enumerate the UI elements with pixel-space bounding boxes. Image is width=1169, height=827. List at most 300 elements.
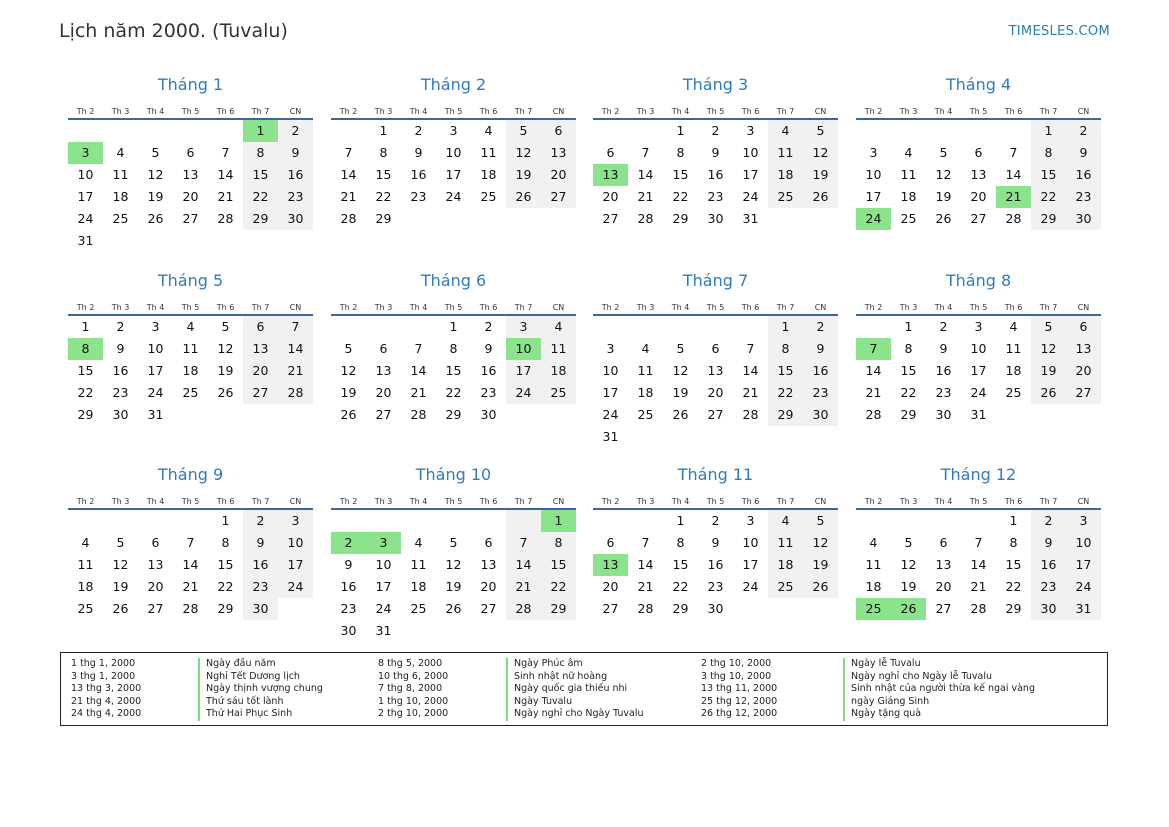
day-cell[interactable]: 26: [217, 385, 234, 400]
day-cell[interactable]: 11: [768, 142, 803, 164]
day-cell[interactable]: 21: [970, 579, 987, 594]
day-cell[interactable]: 2: [711, 513, 720, 528]
day-cell[interactable]: 16: [243, 554, 278, 576]
day-cell[interactable]: 22: [243, 186, 278, 208]
day-cell[interactable]: 15: [768, 360, 803, 382]
day-cell[interactable]: 26: [803, 576, 838, 598]
day-cell[interactable]: 27: [602, 211, 619, 226]
day-cell[interactable]: 29: [900, 407, 917, 422]
day-cell[interactable]: 2: [414, 123, 423, 138]
day-cell[interactable]: 12: [217, 341, 234, 356]
day-cell[interactable]: 3: [1066, 510, 1101, 532]
day-cell[interactable]: 6: [379, 341, 388, 356]
day-cell[interactable]: 9: [344, 557, 353, 572]
day-cell[interactable]: 22: [217, 579, 234, 594]
day-cell[interactable]: 14: [970, 557, 987, 572]
day-cell[interactable]: 7: [186, 535, 195, 550]
day-cell[interactable]: 24: [375, 601, 392, 616]
day-cell[interactable]: 15: [541, 554, 576, 576]
day-cell[interactable]: 6: [606, 535, 615, 550]
day-cell[interactable]: 16: [707, 167, 724, 182]
day-cell[interactable]: 12: [147, 167, 164, 182]
day-cell[interactable]: 5: [904, 535, 913, 550]
day-cell[interactable]: 15: [375, 167, 392, 182]
day-cell[interactable]: 23: [935, 385, 952, 400]
day-cell[interactable]: 25: [1005, 385, 1022, 400]
day-cell[interactable]: 4: [1009, 319, 1018, 334]
day-cell[interactable]: 4: [641, 341, 650, 356]
day-cell[interactable]: 13: [541, 142, 576, 164]
day-cell[interactable]: 23: [803, 382, 838, 404]
day-cell[interactable]: 27: [182, 211, 199, 226]
day-cell[interactable]: 30: [1066, 208, 1101, 230]
day-cell[interactable]: 15: [672, 167, 689, 182]
day-cell[interactable]: 18: [112, 189, 129, 204]
day-cell[interactable]: 14: [217, 167, 234, 182]
day-cell[interactable]: 1: [1009, 513, 1018, 528]
day-cell[interactable]: 23: [243, 576, 278, 598]
day-cell[interactable]: 14: [278, 338, 313, 360]
day-cell[interactable]: 17: [865, 189, 882, 204]
day-cell[interactable]: 30: [480, 407, 497, 422]
day-cell[interactable]: 3: [974, 319, 983, 334]
day-cell[interactable]: 28: [278, 382, 313, 404]
day-cell[interactable]: 2: [1066, 120, 1101, 142]
day-cell[interactable]: 8: [676, 535, 685, 550]
day-cell[interactable]: 17: [742, 557, 759, 572]
day-cell[interactable]: 11: [112, 167, 129, 182]
day-cell[interactable]: 12: [1031, 338, 1066, 360]
day-cell[interactable]: 10: [602, 363, 619, 378]
day-cell[interactable]: 26: [506, 186, 541, 208]
day-cell[interactable]: 24: [278, 576, 313, 598]
day-cell[interactable]: 4: [186, 319, 195, 334]
day-cell[interactable]: 29: [375, 211, 392, 226]
day-cell[interactable]: 2: [116, 319, 125, 334]
day-cell[interactable]: 9: [939, 341, 948, 356]
day-cell[interactable]: 10: [506, 338, 541, 360]
day-cell[interactable]: 26: [672, 407, 689, 422]
day-cell[interactable]: 2: [331, 532, 366, 554]
day-cell[interactable]: 9: [243, 532, 278, 554]
day-cell[interactable]: 8: [243, 142, 278, 164]
day-cell[interactable]: 16: [1031, 554, 1066, 576]
day-cell[interactable]: 28: [742, 407, 759, 422]
day-cell[interactable]: 13: [970, 167, 987, 182]
day-cell[interactable]: 17: [278, 554, 313, 576]
day-cell[interactable]: 8: [379, 145, 388, 160]
day-cell[interactable]: 1: [676, 123, 685, 138]
day-cell[interactable]: 5: [803, 510, 838, 532]
day-cell[interactable]: 10: [970, 341, 987, 356]
day-cell[interactable]: 8: [68, 338, 103, 360]
day-cell[interactable]: 20: [602, 579, 619, 594]
day-cell[interactable]: 19: [900, 579, 917, 594]
day-cell[interactable]: 24: [742, 579, 759, 594]
day-cell[interactable]: 20: [541, 164, 576, 186]
day-cell[interactable]: 9: [803, 338, 838, 360]
day-cell[interactable]: 4: [484, 123, 493, 138]
day-cell[interactable]: 10: [1066, 532, 1101, 554]
day-cell[interactable]: 24: [147, 385, 164, 400]
day-cell[interactable]: 11: [1005, 341, 1022, 356]
day-cell[interactable]: 16: [112, 363, 129, 378]
day-cell[interactable]: 19: [803, 554, 838, 576]
day-cell[interactable]: 30: [243, 598, 278, 620]
day-cell[interactable]: 5: [116, 535, 125, 550]
day-cell[interactable]: 19: [803, 164, 838, 186]
day-cell[interactable]: 3: [366, 532, 401, 554]
day-cell[interactable]: 14: [1005, 167, 1022, 182]
day-cell[interactable]: 19: [340, 385, 357, 400]
day-cell[interactable]: 20: [935, 579, 952, 594]
day-cell[interactable]: 16: [935, 363, 952, 378]
day-cell[interactable]: 4: [904, 145, 913, 160]
day-cell[interactable]: 25: [856, 598, 891, 620]
day-cell[interactable]: 31: [602, 429, 619, 444]
day-cell[interactable]: 10: [278, 532, 313, 554]
day-cell[interactable]: 16: [803, 360, 838, 382]
day-cell[interactable]: 21: [865, 385, 882, 400]
day-cell[interactable]: 26: [891, 598, 926, 620]
day-cell[interactable]: 20: [243, 360, 278, 382]
day-cell[interactable]: 3: [506, 316, 541, 338]
day-cell[interactable]: 18: [410, 579, 427, 594]
day-cell[interactable]: 24: [742, 189, 759, 204]
day-cell[interactable]: 27: [375, 407, 392, 422]
day-cell[interactable]: 26: [803, 186, 838, 208]
day-cell[interactable]: 12: [803, 142, 838, 164]
day-cell[interactable]: 21: [278, 360, 313, 382]
day-cell[interactable]: 19: [672, 385, 689, 400]
day-cell[interactable]: 12: [672, 363, 689, 378]
day-cell[interactable]: 22: [541, 576, 576, 598]
day-cell[interactable]: 18: [900, 189, 917, 204]
day-cell[interactable]: 31: [742, 211, 759, 226]
day-cell[interactable]: 17: [77, 189, 94, 204]
day-cell[interactable]: 3: [278, 510, 313, 532]
day-cell[interactable]: 16: [707, 557, 724, 572]
day-cell[interactable]: 9: [711, 145, 720, 160]
day-cell[interactable]: 19: [147, 189, 164, 204]
day-cell[interactable]: 1: [449, 319, 458, 334]
day-cell[interactable]: 12: [900, 557, 917, 572]
day-cell[interactable]: 29: [243, 208, 278, 230]
day-cell[interactable]: 30: [340, 623, 357, 638]
day-cell[interactable]: 23: [1066, 186, 1101, 208]
day-cell[interactable]: 8: [904, 341, 913, 356]
day-cell[interactable]: 18: [768, 554, 803, 576]
day-cell[interactable]: 4: [116, 145, 125, 160]
day-cell[interactable]: 12: [340, 363, 357, 378]
day-cell[interactable]: 7: [278, 316, 313, 338]
day-cell[interactable]: 23: [707, 579, 724, 594]
day-cell[interactable]: 24: [856, 208, 891, 230]
day-cell[interactable]: 27: [243, 382, 278, 404]
day-cell[interactable]: 18: [480, 167, 497, 182]
day-cell[interactable]: 14: [742, 363, 759, 378]
day-cell[interactable]: 11: [182, 341, 199, 356]
day-cell[interactable]: 7: [641, 535, 650, 550]
day-cell[interactable]: 15: [900, 363, 917, 378]
day-cell[interactable]: 29: [768, 404, 803, 426]
day-cell[interactable]: 31: [147, 407, 164, 422]
day-cell[interactable]: 6: [243, 316, 278, 338]
day-cell[interactable]: 7: [221, 145, 230, 160]
day-cell[interactable]: 16: [1066, 164, 1101, 186]
day-cell[interactable]: 20: [970, 189, 987, 204]
day-cell[interactable]: 11: [480, 145, 497, 160]
day-cell[interactable]: 10: [742, 145, 759, 160]
day-cell[interactable]: 12: [803, 532, 838, 554]
day-cell[interactable]: 24: [445, 189, 462, 204]
day-cell[interactable]: 17: [147, 363, 164, 378]
day-cell[interactable]: 25: [768, 576, 803, 598]
day-cell[interactable]: 17: [742, 167, 759, 182]
day-cell[interactable]: 13: [182, 167, 199, 182]
day-cell[interactable]: 5: [221, 319, 230, 334]
day-cell[interactable]: 14: [637, 167, 654, 182]
day-cell[interactable]: 25: [637, 407, 654, 422]
day-cell[interactable]: 1: [768, 316, 803, 338]
day-cell[interactable]: 26: [445, 601, 462, 616]
day-cell[interactable]: 11: [865, 557, 882, 572]
day-cell[interactable]: 28: [410, 407, 427, 422]
day-cell[interactable]: 1: [379, 123, 388, 138]
day-cell[interactable]: 27: [541, 186, 576, 208]
site-brand-link[interactable]: TIMESLES.COM: [1008, 24, 1110, 39]
day-cell[interactable]: 13: [935, 557, 952, 572]
day-cell[interactable]: 11: [900, 167, 917, 182]
day-cell[interactable]: 5: [344, 341, 353, 356]
day-cell[interactable]: 20: [147, 579, 164, 594]
day-cell[interactable]: 30: [935, 407, 952, 422]
day-cell[interactable]: 28: [217, 211, 234, 226]
day-cell[interactable]: 12: [506, 142, 541, 164]
day-cell[interactable]: 2: [243, 510, 278, 532]
day-cell[interactable]: 9: [484, 341, 493, 356]
day-cell[interactable]: 21: [217, 189, 234, 204]
day-cell[interactable]: 13: [593, 554, 628, 576]
day-cell[interactable]: 29: [672, 601, 689, 616]
day-cell[interactable]: 21: [410, 385, 427, 400]
day-cell[interactable]: 2: [1031, 510, 1066, 532]
day-cell[interactable]: 7: [856, 338, 891, 360]
day-cell[interactable]: 4: [541, 316, 576, 338]
day-cell[interactable]: 3: [746, 513, 755, 528]
day-cell[interactable]: 26: [112, 601, 129, 616]
day-cell[interactable]: 12: [445, 557, 462, 572]
day-cell[interactable]: 16: [340, 579, 357, 594]
day-cell[interactable]: 5: [676, 341, 685, 356]
day-cell[interactable]: 15: [445, 363, 462, 378]
day-cell[interactable]: 10: [77, 167, 94, 182]
day-cell[interactable]: 25: [410, 601, 427, 616]
day-cell[interactable]: 9: [278, 142, 313, 164]
day-cell[interactable]: 27: [147, 601, 164, 616]
day-cell[interactable]: 10: [147, 341, 164, 356]
day-cell[interactable]: 2: [484, 319, 493, 334]
day-cell[interactable]: 1: [541, 510, 576, 532]
day-cell[interactable]: 24: [506, 382, 541, 404]
day-cell[interactable]: 27: [935, 601, 952, 616]
day-cell[interactable]: 1: [243, 120, 278, 142]
day-cell[interactable]: 28: [506, 598, 541, 620]
day-cell[interactable]: 28: [865, 407, 882, 422]
day-cell[interactable]: 16: [278, 164, 313, 186]
day-cell[interactable]: 31: [77, 233, 94, 248]
day-cell[interactable]: 8: [768, 338, 803, 360]
day-cell[interactable]: 20: [480, 579, 497, 594]
day-cell[interactable]: 10: [445, 145, 462, 160]
day-cell[interactable]: 7: [506, 532, 541, 554]
day-cell[interactable]: 8: [1009, 535, 1018, 550]
day-cell[interactable]: 23: [707, 189, 724, 204]
day-cell[interactable]: 30: [112, 407, 129, 422]
day-cell[interactable]: 21: [637, 579, 654, 594]
day-cell[interactable]: 5: [449, 535, 458, 550]
day-cell[interactable]: 13: [707, 363, 724, 378]
day-cell[interactable]: 9: [1066, 142, 1101, 164]
day-cell[interactable]: 2: [278, 120, 313, 142]
day-cell[interactable]: 13: [375, 363, 392, 378]
day-cell[interactable]: 5: [151, 145, 160, 160]
day-cell[interactable]: 16: [410, 167, 427, 182]
day-cell[interactable]: 25: [182, 385, 199, 400]
day-cell[interactable]: 7: [746, 341, 755, 356]
day-cell[interactable]: 11: [637, 363, 654, 378]
day-cell[interactable]: 8: [221, 535, 230, 550]
day-cell[interactable]: 1: [221, 513, 230, 528]
day-cell[interactable]: 25: [900, 211, 917, 226]
day-cell[interactable]: 1: [1031, 120, 1066, 142]
day-cell[interactable]: 10: [375, 557, 392, 572]
day-cell[interactable]: 30: [803, 404, 838, 426]
day-cell[interactable]: 16: [480, 363, 497, 378]
day-cell[interactable]: 6: [484, 535, 493, 550]
day-cell[interactable]: 6: [974, 145, 983, 160]
day-cell[interactable]: 24: [1066, 576, 1101, 598]
day-cell[interactable]: 17: [602, 385, 619, 400]
day-cell[interactable]: 22: [1031, 186, 1066, 208]
day-cell[interactable]: 23: [340, 601, 357, 616]
day-cell[interactable]: 15: [1031, 164, 1066, 186]
day-cell[interactable]: 1: [904, 319, 913, 334]
day-cell[interactable]: 17: [1066, 554, 1101, 576]
day-cell[interactable]: 10: [865, 167, 882, 182]
day-cell[interactable]: 7: [974, 535, 983, 550]
day-cell[interactable]: 18: [182, 363, 199, 378]
day-cell[interactable]: 4: [768, 120, 803, 142]
day-cell[interactable]: 25: [768, 186, 803, 208]
day-cell[interactable]: 7: [344, 145, 353, 160]
day-cell[interactable]: 25: [480, 189, 497, 204]
day-cell[interactable]: 28: [637, 211, 654, 226]
day-cell[interactable]: 22: [672, 189, 689, 204]
day-cell[interactable]: 6: [711, 341, 720, 356]
day-cell[interactable]: 3: [68, 142, 103, 164]
day-cell[interactable]: 17: [506, 360, 541, 382]
day-cell[interactable]: 20: [602, 189, 619, 204]
day-cell[interactable]: 9: [116, 341, 125, 356]
day-cell[interactable]: 29: [217, 601, 234, 616]
day-cell[interactable]: 18: [1005, 363, 1022, 378]
day-cell[interactable]: 27: [480, 601, 497, 616]
day-cell[interactable]: 21: [506, 576, 541, 598]
day-cell[interactable]: 3: [869, 145, 878, 160]
day-cell[interactable]: 14: [637, 557, 654, 572]
day-cell[interactable]: 29: [672, 211, 689, 226]
day-cell[interactable]: 7: [1009, 145, 1018, 160]
day-cell[interactable]: 18: [637, 385, 654, 400]
day-cell[interactable]: 20: [182, 189, 199, 204]
day-cell[interactable]: 23: [1031, 576, 1066, 598]
day-cell[interactable]: 2: [711, 123, 720, 138]
day-cell[interactable]: 19: [445, 579, 462, 594]
day-cell[interactable]: 27: [707, 407, 724, 422]
day-cell[interactable]: 9: [711, 535, 720, 550]
day-cell[interactable]: 20: [1066, 360, 1101, 382]
day-cell[interactable]: 25: [77, 601, 94, 616]
day-cell[interactable]: 4: [869, 535, 878, 550]
day-cell[interactable]: 6: [186, 145, 195, 160]
day-cell[interactable]: 23: [112, 385, 129, 400]
day-cell[interactable]: 18: [541, 360, 576, 382]
day-cell[interactable]: 22: [900, 385, 917, 400]
day-cell[interactable]: 23: [278, 186, 313, 208]
day-cell[interactable]: 2: [939, 319, 948, 334]
day-cell[interactable]: 13: [593, 164, 628, 186]
day-cell[interactable]: 4: [768, 510, 803, 532]
day-cell[interactable]: 27: [1066, 382, 1101, 404]
day-cell[interactable]: 19: [506, 164, 541, 186]
day-cell[interactable]: 14: [410, 363, 427, 378]
day-cell[interactable]: 27: [602, 601, 619, 616]
day-cell[interactable]: 3: [746, 123, 755, 138]
day-cell[interactable]: 26: [147, 211, 164, 226]
day-cell[interactable]: 6: [939, 535, 948, 550]
day-cell[interactable]: 2: [803, 316, 838, 338]
day-cell[interactable]: 25: [112, 211, 129, 226]
day-cell[interactable]: 30: [1031, 598, 1066, 620]
day-cell[interactable]: 29: [77, 407, 94, 422]
day-cell[interactable]: 14: [182, 557, 199, 572]
day-cell[interactable]: 4: [81, 535, 90, 550]
day-cell[interactable]: 22: [77, 385, 94, 400]
day-cell[interactable]: 3: [606, 341, 615, 356]
day-cell[interactable]: 13: [1066, 338, 1101, 360]
day-cell[interactable]: 22: [1005, 579, 1022, 594]
day-cell[interactable]: 29: [541, 598, 576, 620]
day-cell[interactable]: 28: [182, 601, 199, 616]
day-cell[interactable]: 30: [707, 211, 724, 226]
day-cell[interactable]: 25: [541, 382, 576, 404]
day-cell[interactable]: 9: [1031, 532, 1066, 554]
day-cell[interactable]: 6: [606, 145, 615, 160]
day-cell[interactable]: 5: [939, 145, 948, 160]
day-cell[interactable]: 13: [480, 557, 497, 572]
day-cell[interactable]: 24: [602, 407, 619, 422]
day-cell[interactable]: 7: [641, 145, 650, 160]
day-cell[interactable]: 19: [217, 363, 234, 378]
day-cell[interactable]: 8: [1031, 142, 1066, 164]
day-cell[interactable]: 10: [742, 535, 759, 550]
day-cell[interactable]: 22: [375, 189, 392, 204]
day-cell[interactable]: 29: [1031, 208, 1066, 230]
day-cell[interactable]: 30: [707, 601, 724, 616]
day-cell[interactable]: 15: [1005, 557, 1022, 572]
day-cell[interactable]: 11: [77, 557, 94, 572]
